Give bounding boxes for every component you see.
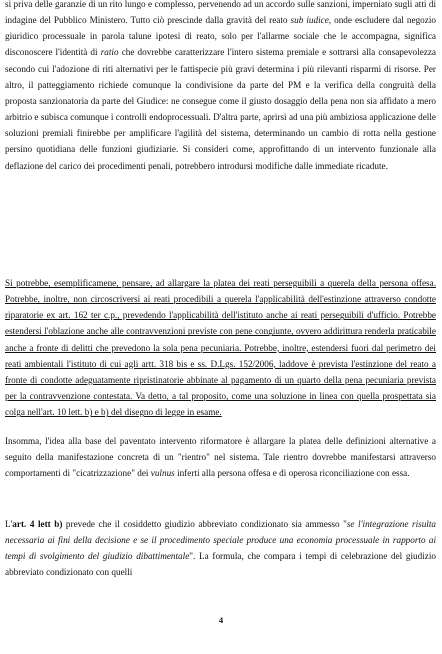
bold-article-reference: art. 4 lett b)	[12, 519, 63, 529]
italic-vulnus: vulnus	[150, 468, 175, 479]
paragraph1-text-a: si priva delle garanzie di un rito lungo e complesso, pervenendo ad un accordo sulle sanzioni, imperniato sugli atti di indagine del Pubblico Ministero. Tutto ciò prescinde dalla gravità del reato	[5, 0, 436, 26]
paragraph4-text-a: L'	[5, 519, 13, 529]
paragraph-proposals	[5, 275, 436, 420]
paragraph4-text-b: prevede che il cosiddetto giudizio abbreviato condizionato sia ammesso "	[62, 519, 347, 529]
paragraph-art-4	[5, 516, 436, 581]
paragraph-patteggiamento	[5, 0, 436, 174]
paragraph4-text-c: ". La formula, che compara i tempi di celebrazione del giudizio abbreviato condizionato con quelli	[5, 551, 436, 578]
italic-quotation: se l'integrazione risulta necessaria ai fini della decisione e se il procedimento speciale produce una economia processuale in rapporto ai tempi di svolgimento del giudizio dibattimentale	[5, 519, 436, 562]
paragraph3-text-a: Insomma, l'idea alla base del paventato intervento riformatore è allargare la platea delle definizioni alternative a seguito della manifestazione concreta di un "rientro" nel sistema. Tale rientro dovrebbe manifestarsi attraverso comportamenti di "cicatrizzazione" dei	[5, 436, 436, 479]
paragraph3-text-b: inferti alla persona offesa e di operosa riconciliazione con essa.	[174, 468, 410, 479]
page-number: 4	[218, 615, 224, 625]
paragraph1-text-c: che dovrebbe caratterizzare l'intero sistema premiale e sottrarsi alla consapevolezza secondo cui l'adozione di riti alternativi per le fattispecie più gravi determina i più rilevanti risparmi di risorse. Per altro, il patteggiamento richiede comunque la condivisione da parte del PM e la verifica della congruità della proposta sanzionatoria da parte del Giudice: ne consegue come il giusto dosaggio della pena non sia affidato a mero arbitrio e subisca comunque i controlli endoprocessuali. D'altra parte, aprirsi ad una più ambiziosa applicazione delle soluzioni premiali finirebbe per amplificare l'agilità del sistema, determinando un cambio di rotta nella gestione persino quotidiana delle funzioni giudiziarie. Si consideri come, approfittando di un intervento funzionale alla deflazione del carico dei procedimenti penali, potrebbero introdursi modifiche dalle immediate ricadute.	[5, 47, 437, 171]
paragraph-reform-idea	[5, 433, 436, 481]
underlined-proposals-text: Si potrebbe, esemplificamene, pensare, ad allargare la platea dei reati perseguibili a querela della persona offesa. Potrebbe, inoltre, non circoscriversi ai reati procedibili a querela l'applicabilità dell'estinzione attraverso condotte riparatorie ex art. 162 ter c.p., prevedendo l'applicabilità dell'istituto anche ai reati perseguibili d'ufficio. Potrebbe estendersi l'oblazione anche alle contravvenzioni previste con pene congiunte, ovvero addirittura renderla praticabile anche a fronte di delitti che prevedono la sola pena pecuniaria. Potrebbe, inoltre, estendersi fuori dal perimetro dei reati ambientali l'istituto di cui agli artt. 318 bis e ss. D.Lgs. 152/2006, laddove è prevista l'estinzione del reato a fronte di condotte adeguatamente ripristinatorie abbinate al pagamento di un quarto della pena pecuniaria prevista per la contravvenzione contestata. Va detto, a tal proposito, come una soluzione in linea con quella prospettata sia colga nell'art. 10 lett. b) e b) del disegno di legge in esame.	[5, 278, 436, 418]
italic-sub-iudice: sub iudice	[290, 15, 329, 26]
italic-ratio: ratio	[100, 47, 119, 58]
paragraph1-text-b: , onde escludere dal negozio giuridico processuale in parola talune ipotesi di reato, solo per l'allarme sociale che le accompagna, significa disconoscere l'identità di	[5, 15, 437, 58]
